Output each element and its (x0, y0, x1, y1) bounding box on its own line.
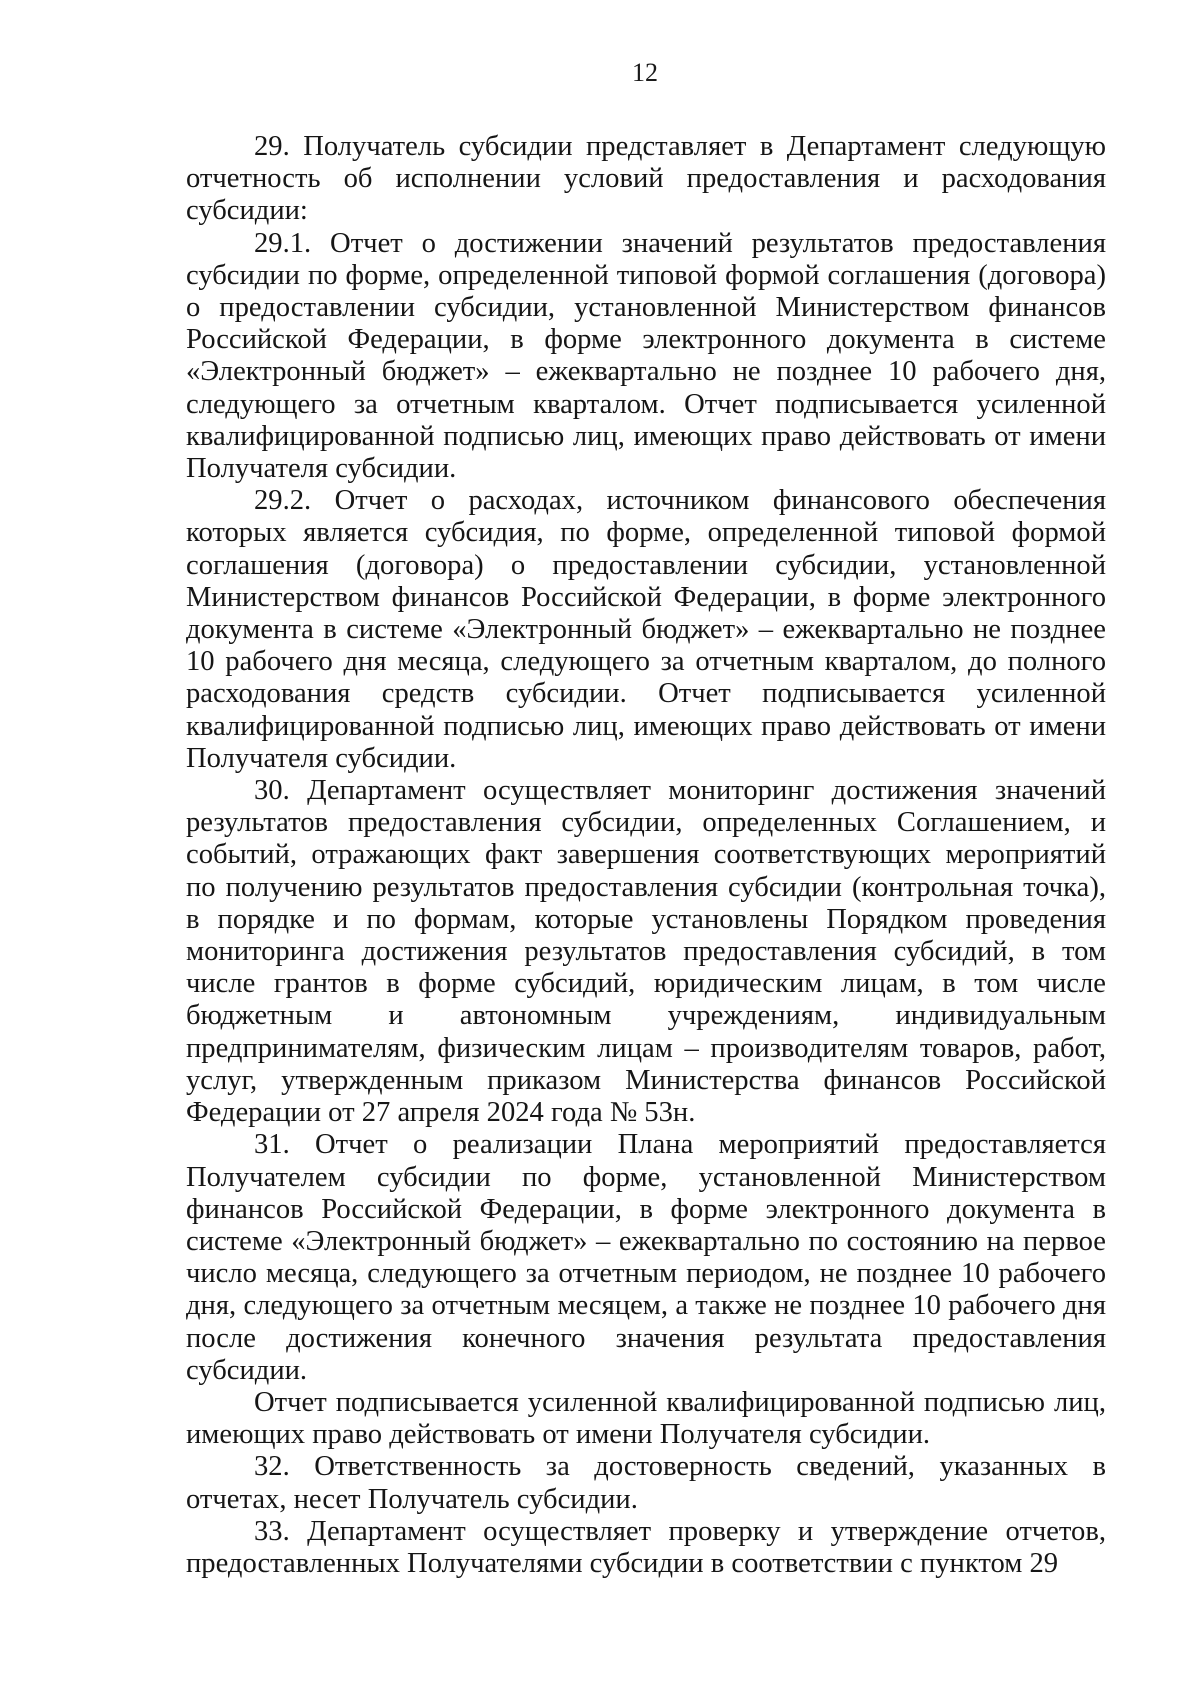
paragraph-33: 33. Департамент осуществляет проверку и утверждение отчетов, предоставленных Получателями субсидии в соответствии с пунктом 29 (186, 1515, 1106, 1579)
document-body (186, 131, 1106, 1580)
paragraph-29-1: 29.1. Отчет о достижении значений результатов предоставления субсидии по форме, определенной типовой формой соглашения (договора) о предоставлении субсидии, установленной Министерством финансов Российской Федерации, в форме электронного документа в системе «Электронный бюджет» – ежеквартально не позднее 10 рабочего дня, следующего за отчетным кварталом. Отчет подписывается усиленной квалифицированной подписью лиц, имеющих право действовать от имени Получателя субсидии. (186, 227, 1106, 485)
paragraph-29: 29. Получатель субсидии представляет в Департамент следующую отчетность об исполнении условий предоставления и расходования субсидии: (186, 131, 1106, 227)
paragraph-32: 32. Ответственность за достоверность сведений, указанных в отчетах, несет Получатель субсидии. (186, 1451, 1106, 1515)
paragraph-31: 31. Отчет о реализации Плана мероприятий предоставляется Получателем субсидии по форме, установленной Министерством финансов Российской Федерации, в форме электронного документа в системе «Электронный бюджет» – ежеквартально по состоянию на первое число месяца, следующего за отчетным периодом, не позднее 10 рабочего дня, следующего за отчетным месяцем, а также не позднее 10 рабочего дня после достижения конечного значения результата предоставления субсидии. (186, 1129, 1106, 1386)
page-number: 12 (632, 58, 658, 87)
paragraph-29-2: 29.2. Отчет о расходах, источником финансового обеспечения которых является субсидия, по форме, определенной типовой формой соглашения (договора) о предоставлении субсидии, установленной Министерством финансов Российской Федерации, в форме электронного документа в системе «Электронный бюджет» – ежеквартально не позднее 10 рабочего дня месяца, следующего за отчетным кварталом, до полного расходования средств субсидии. Отчет подписывается усиленной квалифицированной подписью лиц, имеющих право действовать от имени Получателя субсидии. (186, 485, 1106, 774)
paragraph-31-signature: Отчет подписывается усиленной квалифицированной подписью лиц, имеющих право действовать от имени Получателя субсидии. (186, 1386, 1106, 1451)
paragraph-30: 30. Департамент осуществляет мониторинг достижения значений результатов предоставления субсидии, определенных Соглашением, и событий, отражающих факт завершения соответствующих мероприятий по получению результатов предоставления субсидии (контрольная точка), в порядке и по формам, которые установлены Порядком проведения мониторинга достижения результатов предоставления субсидий, в том числе грантов в форме субсидий, юридическим лицам, в том числе бюджетным и автономным учреждениям, индивидуальным предпринимателям, физическим лицам – производителям товаров, работ, услуг, утвержденным приказом Министерства финансов Российской Федерации от 27 апреля 2024 года № 53н. (186, 775, 1106, 1129)
